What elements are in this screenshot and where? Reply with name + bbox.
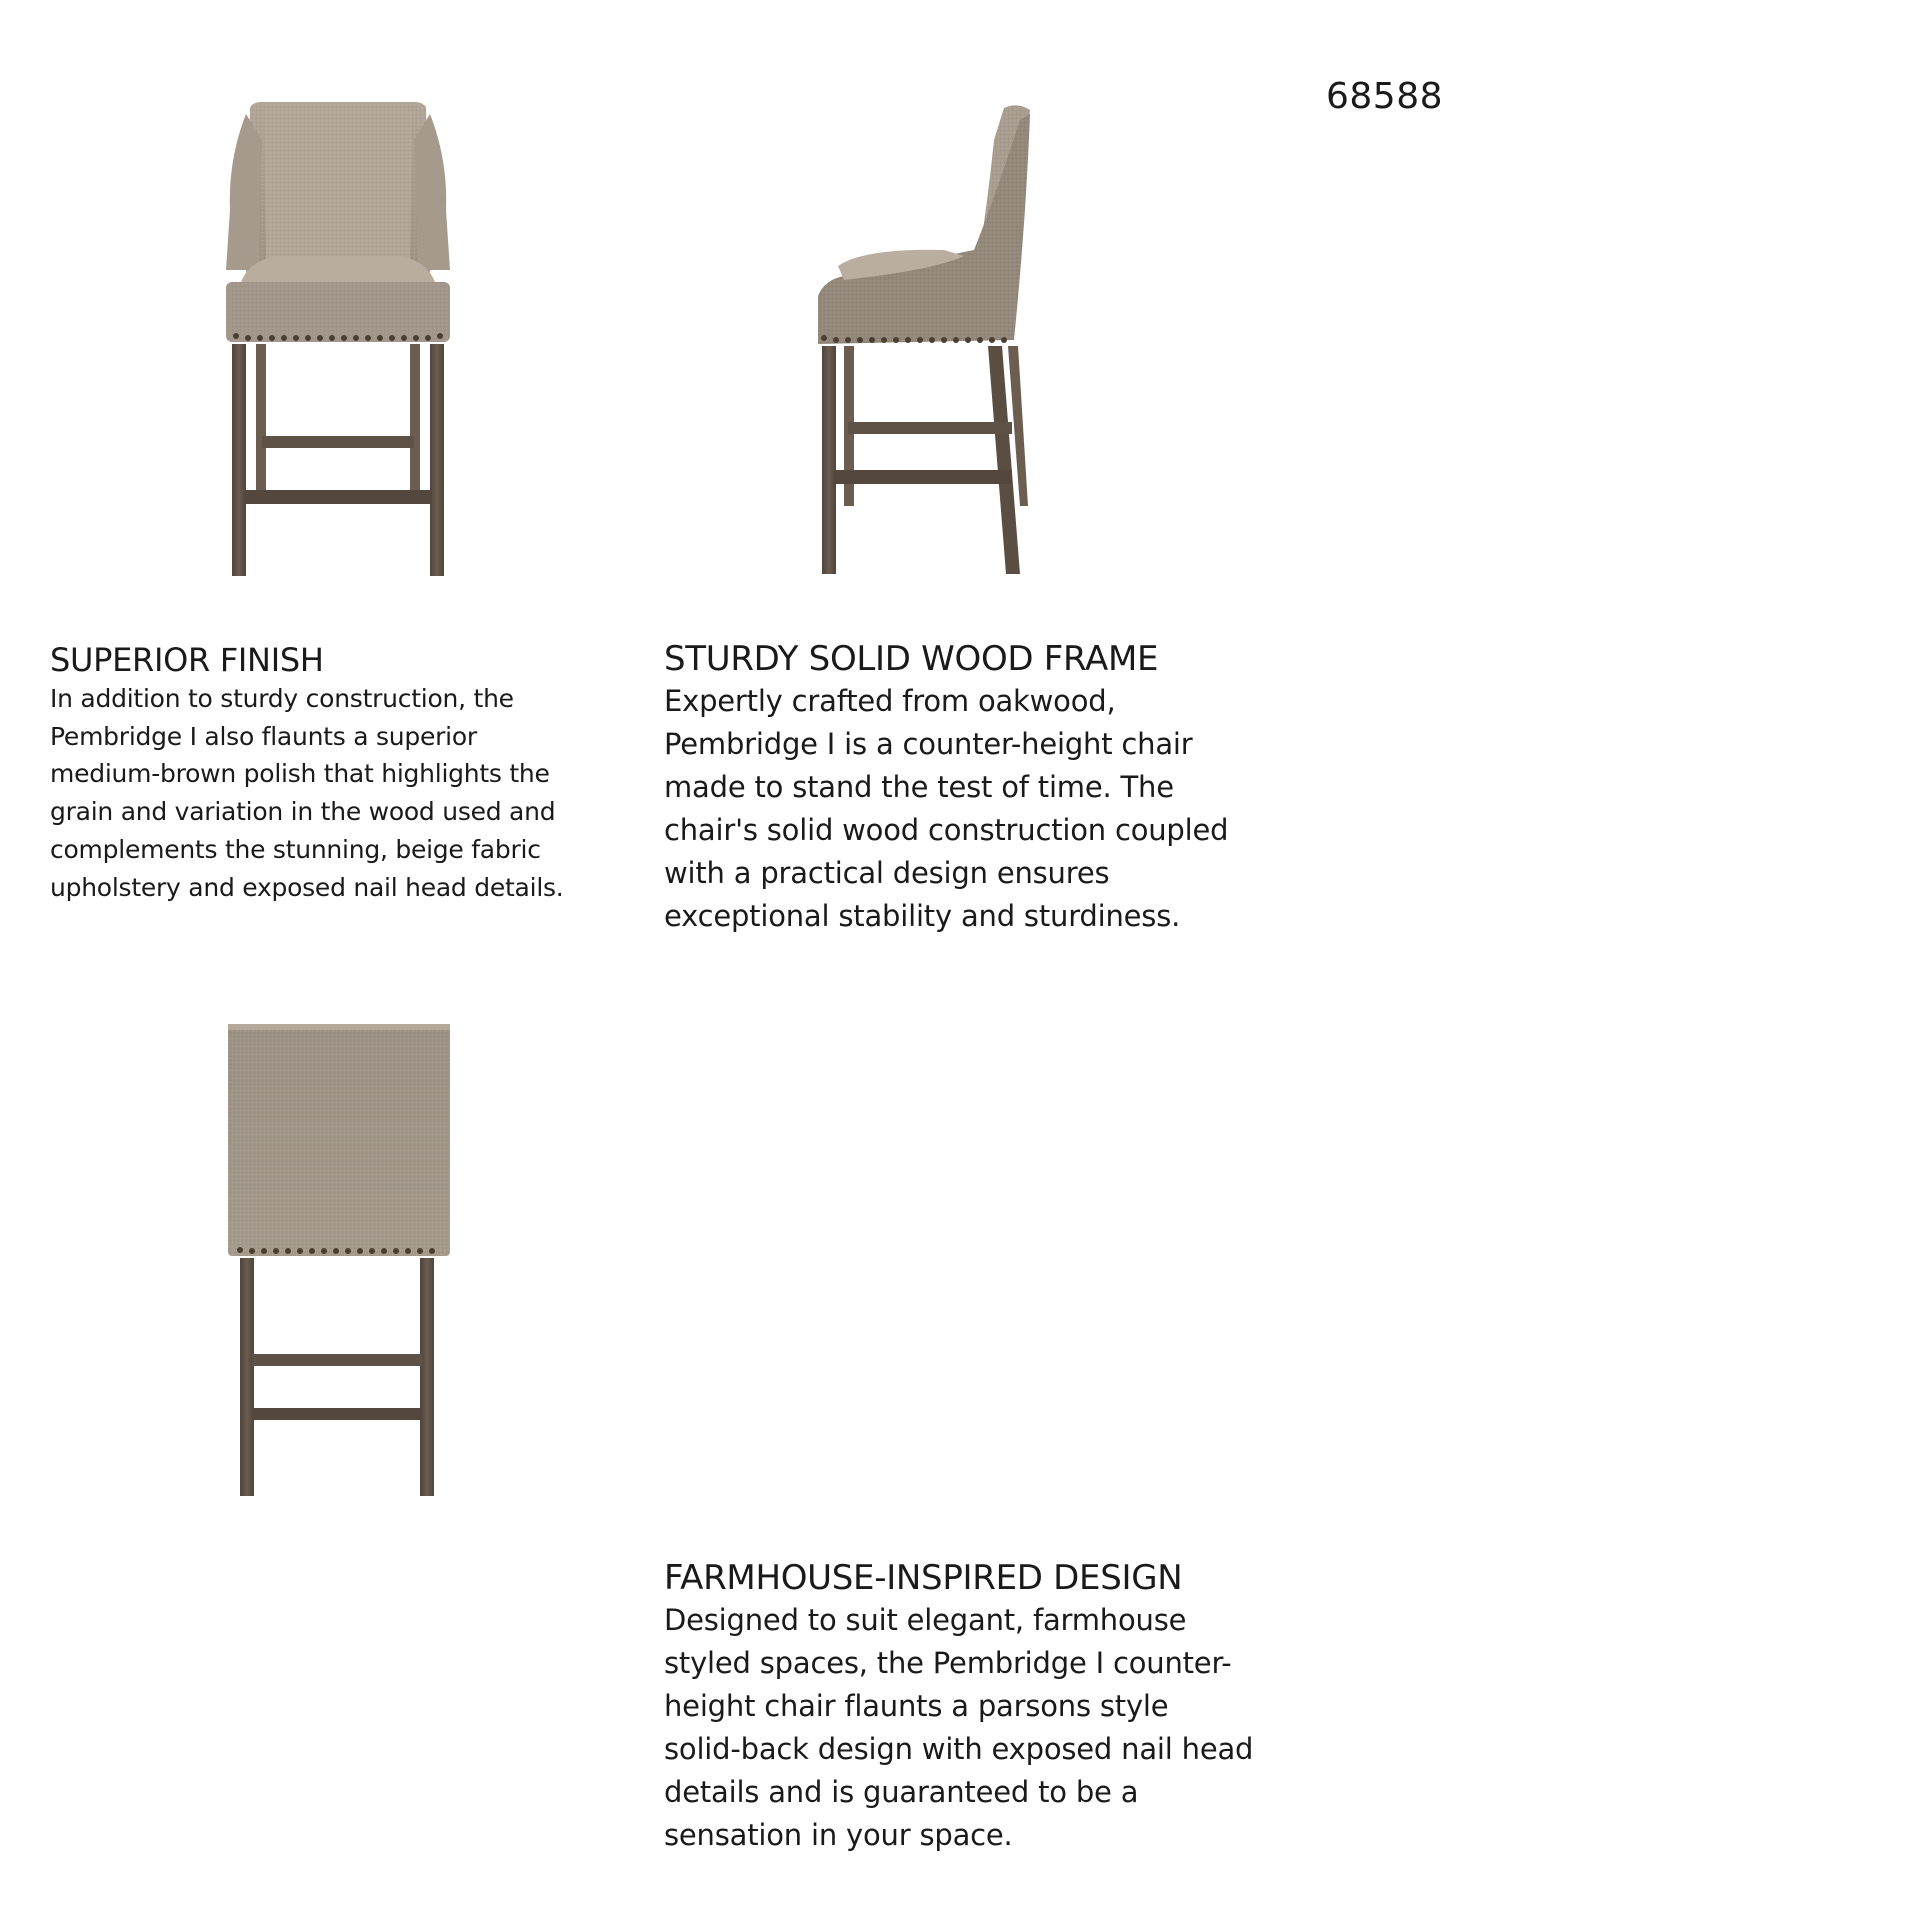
feature-body: In addition to sturdy construction, the Pembridge I also flaunts a superior medium-brown polish that highlights the grain and variation in the wood used and complements the stunning, beige fabric upholstery and exposed nail head details. (50, 684, 564, 902)
feature-title: SUPERIOR FINISH (50, 641, 324, 679)
chair-side-image (814, 100, 1094, 580)
chair-front-image (218, 100, 458, 580)
chair-back-image (224, 1022, 454, 1502)
feature-title: FARMHOUSE-INSPIRED DESIGN (664, 1558, 1183, 1598)
product-code: 68588 (1326, 76, 1444, 117)
feature-title: STURDY SOLID WOOD FRAME (664, 639, 1159, 679)
feature-body: Designed to suit elegant, farmhouse styled spaces, the Pembridge I counter-height chair flaunts a parsons style solid-back design with exposed nail head details and is guaranteed to be a sensation in your space. (664, 1603, 1254, 1852)
feature-solid-wood-frame (664, 638, 1264, 938)
feature-superior-finish (50, 640, 590, 906)
feature-body: Expertly crafted from oakwood, Pembridge I is a counter-height chair made to stand the test of time. The chair's solid wood construction coupled with a practical design ensures exceptional stability and sturdiness. (664, 684, 1229, 933)
feature-farmhouse-design (664, 1557, 1264, 1857)
